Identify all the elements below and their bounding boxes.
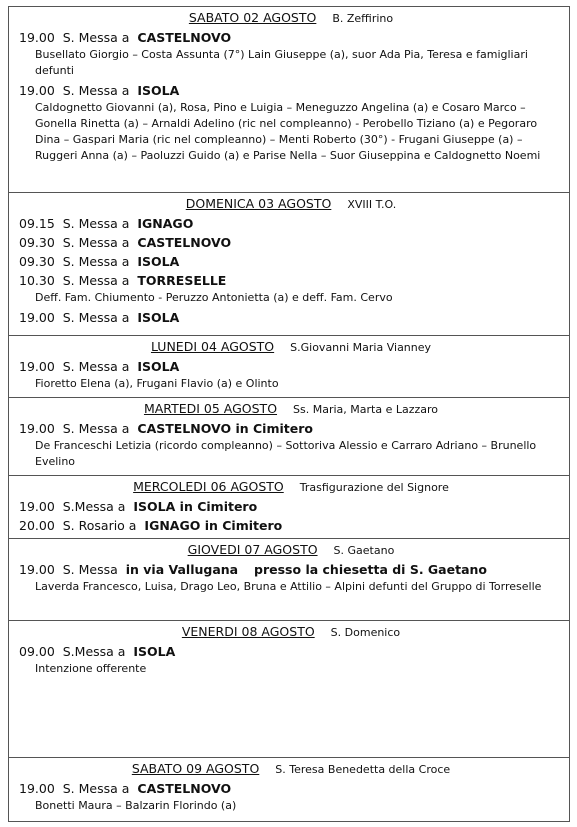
mass-intentions: Caldognetto Giovanni (a), Rosa, Pino e Luigia – Meneguzzo Angelina (a) e Cosaro Marco – Gonella Rinetta (a) – Arnaldi Adelino (ric nel compleanno) - Perobello Tiziano (a) e Pegoraro Dina – Gaspari Maria (ric nel compleanno) – Menti Roberto (30°) - Frugani Giuseppe (a) – Ruggeri Anna (a) – Paoluzzi Guido (a) e Parise Nella – Suor Giuseppina e Caldognetto Noemi — [35, 101, 541, 162]
church-name: CASTELNOVO — [137, 235, 232, 250]
day-date: DOMENICA 03 AGOSTO — [185, 196, 332, 211]
service-label: S. Messa a — [62, 310, 130, 325]
service-time: 20.00 — [19, 518, 55, 533]
day-saint: Trasfigurazione del Signore — [299, 481, 449, 494]
service-time: 19.00 — [19, 30, 55, 45]
day-header — [19, 621, 563, 640]
service-label: S. Messa a — [62, 359, 130, 374]
church-name: ISOLA — [137, 254, 180, 269]
service-line — [19, 216, 563, 231]
service-extra: presso la chiesetta di S. Gaetano — [254, 562, 487, 577]
service-time: 09.30 — [19, 235, 55, 250]
day-header — [19, 193, 563, 212]
service-line — [19, 781, 563, 796]
service-line — [19, 518, 563, 533]
day-date: SABATO 02 AGOSTO — [188, 10, 317, 25]
day-header — [19, 336, 563, 355]
church-name: TORRESELLE — [137, 273, 227, 288]
mass-intentions: Busellato Giorgio – Costa Assunta (7°) Lain Giuseppe (a), suor Ada Pia, Teresa e famigliari defunti — [35, 48, 528, 77]
day-saint: S.Giovanni Maria Vianney — [290, 341, 432, 354]
service-label: S. Messa a — [62, 254, 130, 269]
day-header — [19, 7, 563, 26]
church-name: CASTELNOVO — [137, 30, 232, 45]
day-block — [8, 539, 570, 621]
day-date: MARTEDI 05 AGOSTO — [143, 401, 278, 416]
church-name: CASTELNOVO in Cimitero — [137, 421, 313, 436]
service-time: 09.30 — [19, 254, 55, 269]
day-block — [8, 6, 570, 193]
day-saint: S. Domenico — [330, 626, 401, 639]
service-time: 10.30 — [19, 273, 55, 288]
service-label: S. Messa — [62, 562, 118, 577]
day-block — [8, 193, 570, 336]
day-block — [8, 758, 570, 822]
service-time: 09.00 — [19, 644, 55, 659]
service-time: 19.00 — [19, 359, 55, 374]
day-date: MERCOLEDI 06 AGOSTO — [133, 479, 284, 494]
service-label: S. Messa a — [62, 273, 130, 288]
service-line — [19, 235, 563, 250]
service-time: 19.00 — [19, 83, 55, 98]
day-saint: S. Gaetano — [333, 544, 395, 557]
day-saint: S. Teresa Benedetta della Croce — [275, 763, 451, 776]
service-label: S.Messa a — [62, 499, 126, 514]
service-line — [19, 562, 563, 577]
service-line — [19, 30, 563, 45]
day-saint: XVIII T.O. — [347, 198, 397, 211]
day-saint: Ss. Maria, Marta e Lazzaro — [293, 403, 439, 416]
day-header — [19, 398, 563, 417]
mass-intentions: Intenzione offerente — [35, 662, 147, 675]
service-label: S. Messa a — [62, 83, 130, 98]
service-time: 19.00 — [19, 562, 55, 577]
church-name: ISOLA — [137, 83, 180, 98]
service-line — [19, 254, 563, 269]
service-time: 19.00 — [19, 781, 55, 796]
church-name: ISOLA — [133, 644, 176, 659]
church-name: ISOLA in Cimitero — [133, 499, 258, 514]
day-date: VENERDI 08 AGOSTO — [181, 624, 315, 639]
mass-intentions: Bonetti Maura – Balzarin Florindo (a) — [35, 799, 237, 812]
day-saint: B. Zeffirino — [332, 12, 394, 25]
day-block — [8, 398, 570, 476]
day-header — [19, 539, 563, 558]
mass-intentions: Deff. Fam. Chiumento - Peruzzo Antonietta (a) e deff. Fam. Cervo — [35, 291, 393, 304]
service-label: S. Messa a — [62, 235, 130, 250]
church-name: in via Vallugana — [125, 562, 239, 577]
service-label: S. Messa a — [62, 30, 130, 45]
service-label: S. Messa a — [62, 421, 130, 436]
church-name: IGNAGO — [137, 216, 194, 231]
church-name: ISOLA — [137, 310, 180, 325]
mass-schedule — [8, 6, 570, 822]
service-label: S. Messa a — [62, 216, 130, 231]
service-time: 09.15 — [19, 216, 55, 231]
church-name: ISOLA — [137, 359, 180, 374]
day-block — [8, 621, 570, 758]
service-line — [19, 273, 563, 288]
service-line — [19, 359, 563, 374]
church-name: IGNAGO in Cimitero — [144, 518, 283, 533]
service-line — [19, 83, 563, 98]
mass-intentions: Fioretto Elena (a), Frugani Flavio (a) e Olinto — [35, 377, 279, 390]
day-header — [19, 476, 563, 495]
service-line — [19, 310, 563, 325]
day-header — [19, 758, 563, 777]
service-time: 19.00 — [19, 310, 55, 325]
service-line — [19, 644, 563, 659]
day-block — [8, 476, 570, 539]
service-label: S.Messa a — [62, 644, 126, 659]
service-label: S. Rosario a — [62, 518, 137, 533]
service-line — [19, 421, 563, 436]
service-label: S. Messa a — [62, 781, 130, 796]
day-block — [8, 336, 570, 398]
service-time: 19.00 — [19, 499, 55, 514]
service-time: 19.00 — [19, 421, 55, 436]
day-date: GIOVEDI 07 AGOSTO — [187, 542, 318, 557]
day-date: LUNEDI 04 AGOSTO — [150, 339, 275, 354]
day-date: SABATO 09 AGOSTO — [131, 761, 260, 776]
mass-intentions: De Franceschi Letizia (ricordo compleanno) – Sottoriva Alessio e Carraro Adriano – Brunello Evelino — [35, 439, 537, 468]
mass-intentions: Laverda Francesco, Luisa, Drago Leo, Bruna e Attilio – Alpini defunti del Gruppo di Torreselle — [35, 580, 542, 593]
service-line — [19, 499, 563, 514]
church-name: CASTELNOVO — [137, 781, 232, 796]
